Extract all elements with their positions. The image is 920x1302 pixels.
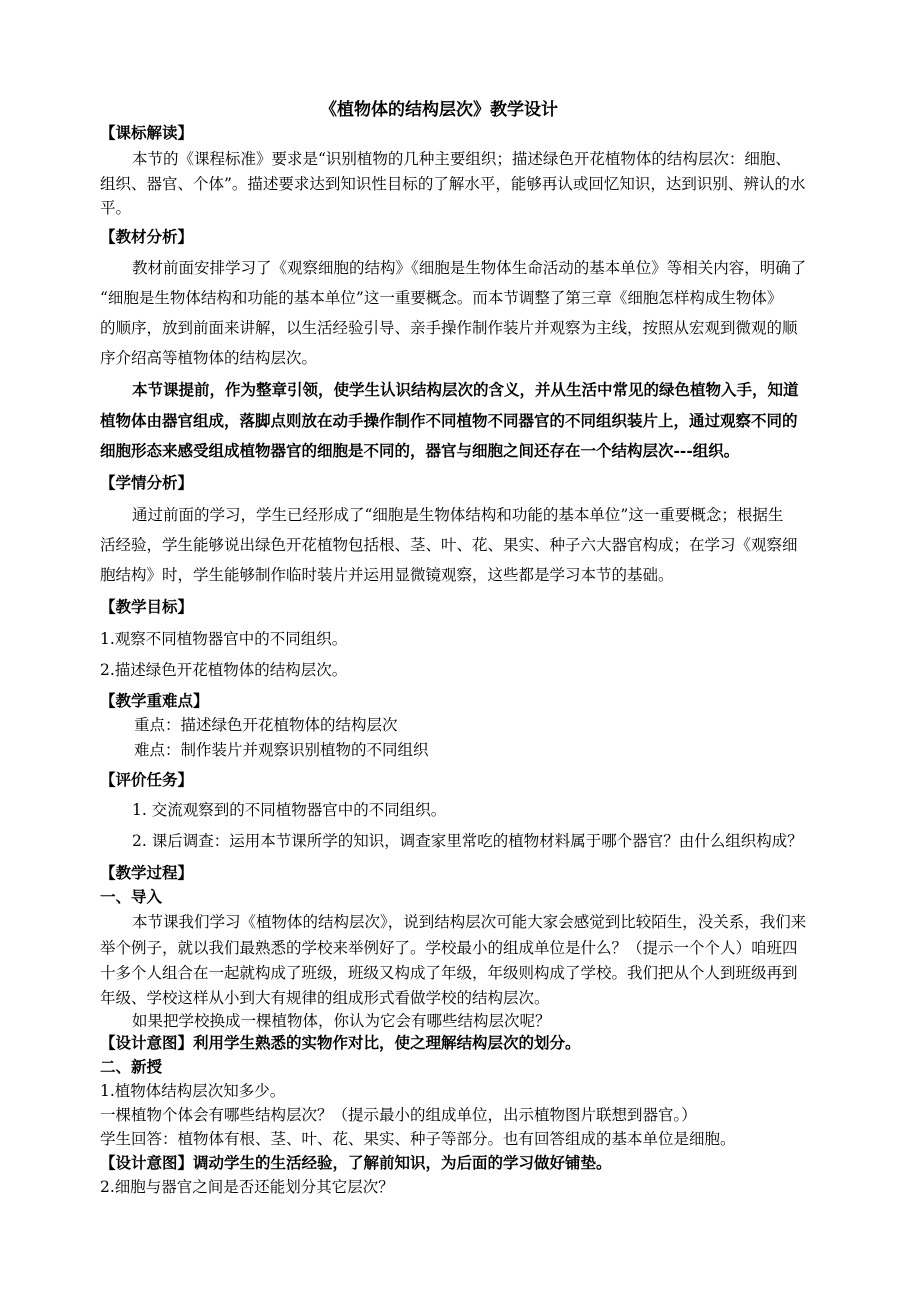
design-intent: 【设计意图】利用学生熟悉的实物作对比，使之理解结构层次的划分。 <box>100 1033 581 1052</box>
paragraph-line: 序介绍高等植物体的结构层次。 <box>100 349 318 367</box>
paragraph-line: 活经验，学生能够说出绿色开花植物包括根、茎、叶、花、果实、种子六大器官构成；在学习《观察细 <box>100 536 798 554</box>
section-heading-keypoints: 【教学重难点】 <box>100 691 209 710</box>
key-point: 重点：描述绿色开花植物体的结构层次 <box>134 716 398 734</box>
paragraph-line: 组织、器官、个体”。描述要求达到知识性目标的了解水平，能够再认或回忆知识，达到识别、辨认的水 <box>100 175 806 193</box>
section-heading-students: 【学情分析】 <box>100 473 194 492</box>
goal-item: 1.观察不同植物器官中的不同组织。 <box>100 630 348 648</box>
paragraph-line: 十多个人组合在一起就构成了班级，班级又构成了年级，年级则构成了学校。我们把从个人到班级再到 <box>100 964 798 982</box>
difficult-point: 难点：制作装片并观察识别植物的不同组织 <box>134 741 429 759</box>
bold-paragraph-line: 植物体由器官组成，落脚点则放在动手操作制作不同植物不同器官的不同组织装片上，通过观察不同的 <box>100 411 798 430</box>
paragraph-line: 学生回答：植物体有根、茎、叶、花、果实、种子等部分。也有回答组成的基本单位是细胞。 <box>100 1130 736 1148</box>
paragraph-line: 1.植物体结构层次知多少。 <box>100 1082 286 1100</box>
paragraph-line: 教材前面安排学习了《观察细胞的结构》《细胞是生物体生命活动的基本单位》等相关内容，明确了 <box>132 259 807 277</box>
paragraph-line: 的顺序，放到前面来讲解，以生活经验引导、亲手操作制作装片并观察为主线，按照从宏观到微观的顺 <box>100 319 798 337</box>
bold-paragraph-line: 细胞形态来感受组成植物器官的细胞是不同的，器官与细胞之间还存在一个结构层次---组织。 <box>100 441 740 460</box>
section-heading-textbook: 【教材分析】 <box>100 227 194 246</box>
paragraph-line: 年级、学校这样从小到大有规律的组成形式看做学校的结构层次。 <box>100 989 550 1007</box>
paragraph-line: 本节课我们学习《植物体的结构层次》，说到结构层次可能大家会感觉到比较陌生，没关系，我们来 <box>132 913 807 931</box>
paragraph-line: 胞结构》时，学生能够制作临时装片并运用显微镜观察，这些都是学习本节的基础。 <box>100 566 674 584</box>
bold-paragraph-line: 本节课提前，作为整章引领，使学生认识结构层次的含义，并从生活中常见的绿色植物入手，知道 <box>132 380 799 399</box>
section-heading-process: 【教学过程】 <box>100 863 194 882</box>
subsection-intro: 一、导入 <box>100 887 163 906</box>
task-item: 2. 课后调查：运用本节课所学的知识，调查家里常吃的植物材料属于哪个器官？由什么组织构成？ <box>132 832 803 850</box>
paragraph-line: 一棵植物个体会有哪些结构层次？（提示最小的组成单位，出示植物图片联想到器官。） <box>100 1106 697 1124</box>
design-intent: 【设计意图】调动学生的生活经验，了解前知识，为后面的学习做好铺垫。 <box>100 1153 612 1172</box>
section-heading-curriculum: 【课标解读】 <box>100 123 194 142</box>
task-item: 1. 交流观察到的不同植物器官中的不同组织。 <box>132 801 447 819</box>
goal-item: 2.描述绿色开花植物体的结构层次。 <box>100 661 348 679</box>
subsection-new-lesson: 二、新授 <box>100 1057 163 1076</box>
paragraph-line: 平。 <box>100 199 132 217</box>
section-heading-goals: 【教学目标】 <box>100 597 194 616</box>
section-heading-tasks: 【评价任务】 <box>100 770 194 789</box>
paragraph-line: 如果把学校换成一棵植物体，你认为它会有哪些结构层次呢？ <box>132 1012 551 1030</box>
paragraph-line: 本节的《课程标准》要求是“识别植物的几种主要组织；描述绿色开花植物体的结构层次：细胞、 <box>132 150 791 168</box>
paragraph-line: “细胞是生物体结构和功能的基本单位”这一重要概念。而本节调整了第三章《细胞怎样构成生物体》 <box>100 289 783 307</box>
paragraph-line: 2.细胞与器官之间是否还能划分其它层次？ <box>100 1178 394 1196</box>
document-title: 《植物体的结构层次》教学设计 <box>320 100 558 120</box>
paragraph-line: 举个例子，就以我们最熟悉的学校来举例好了。学校最小的组成单位是什么？（提示一个个人）咱班四 <box>100 939 798 957</box>
paragraph-line: 通过前面的学习，学生已经形成了“细胞是生物体结构和功能的基本单位”这一重要概念；根据生 <box>132 506 784 524</box>
